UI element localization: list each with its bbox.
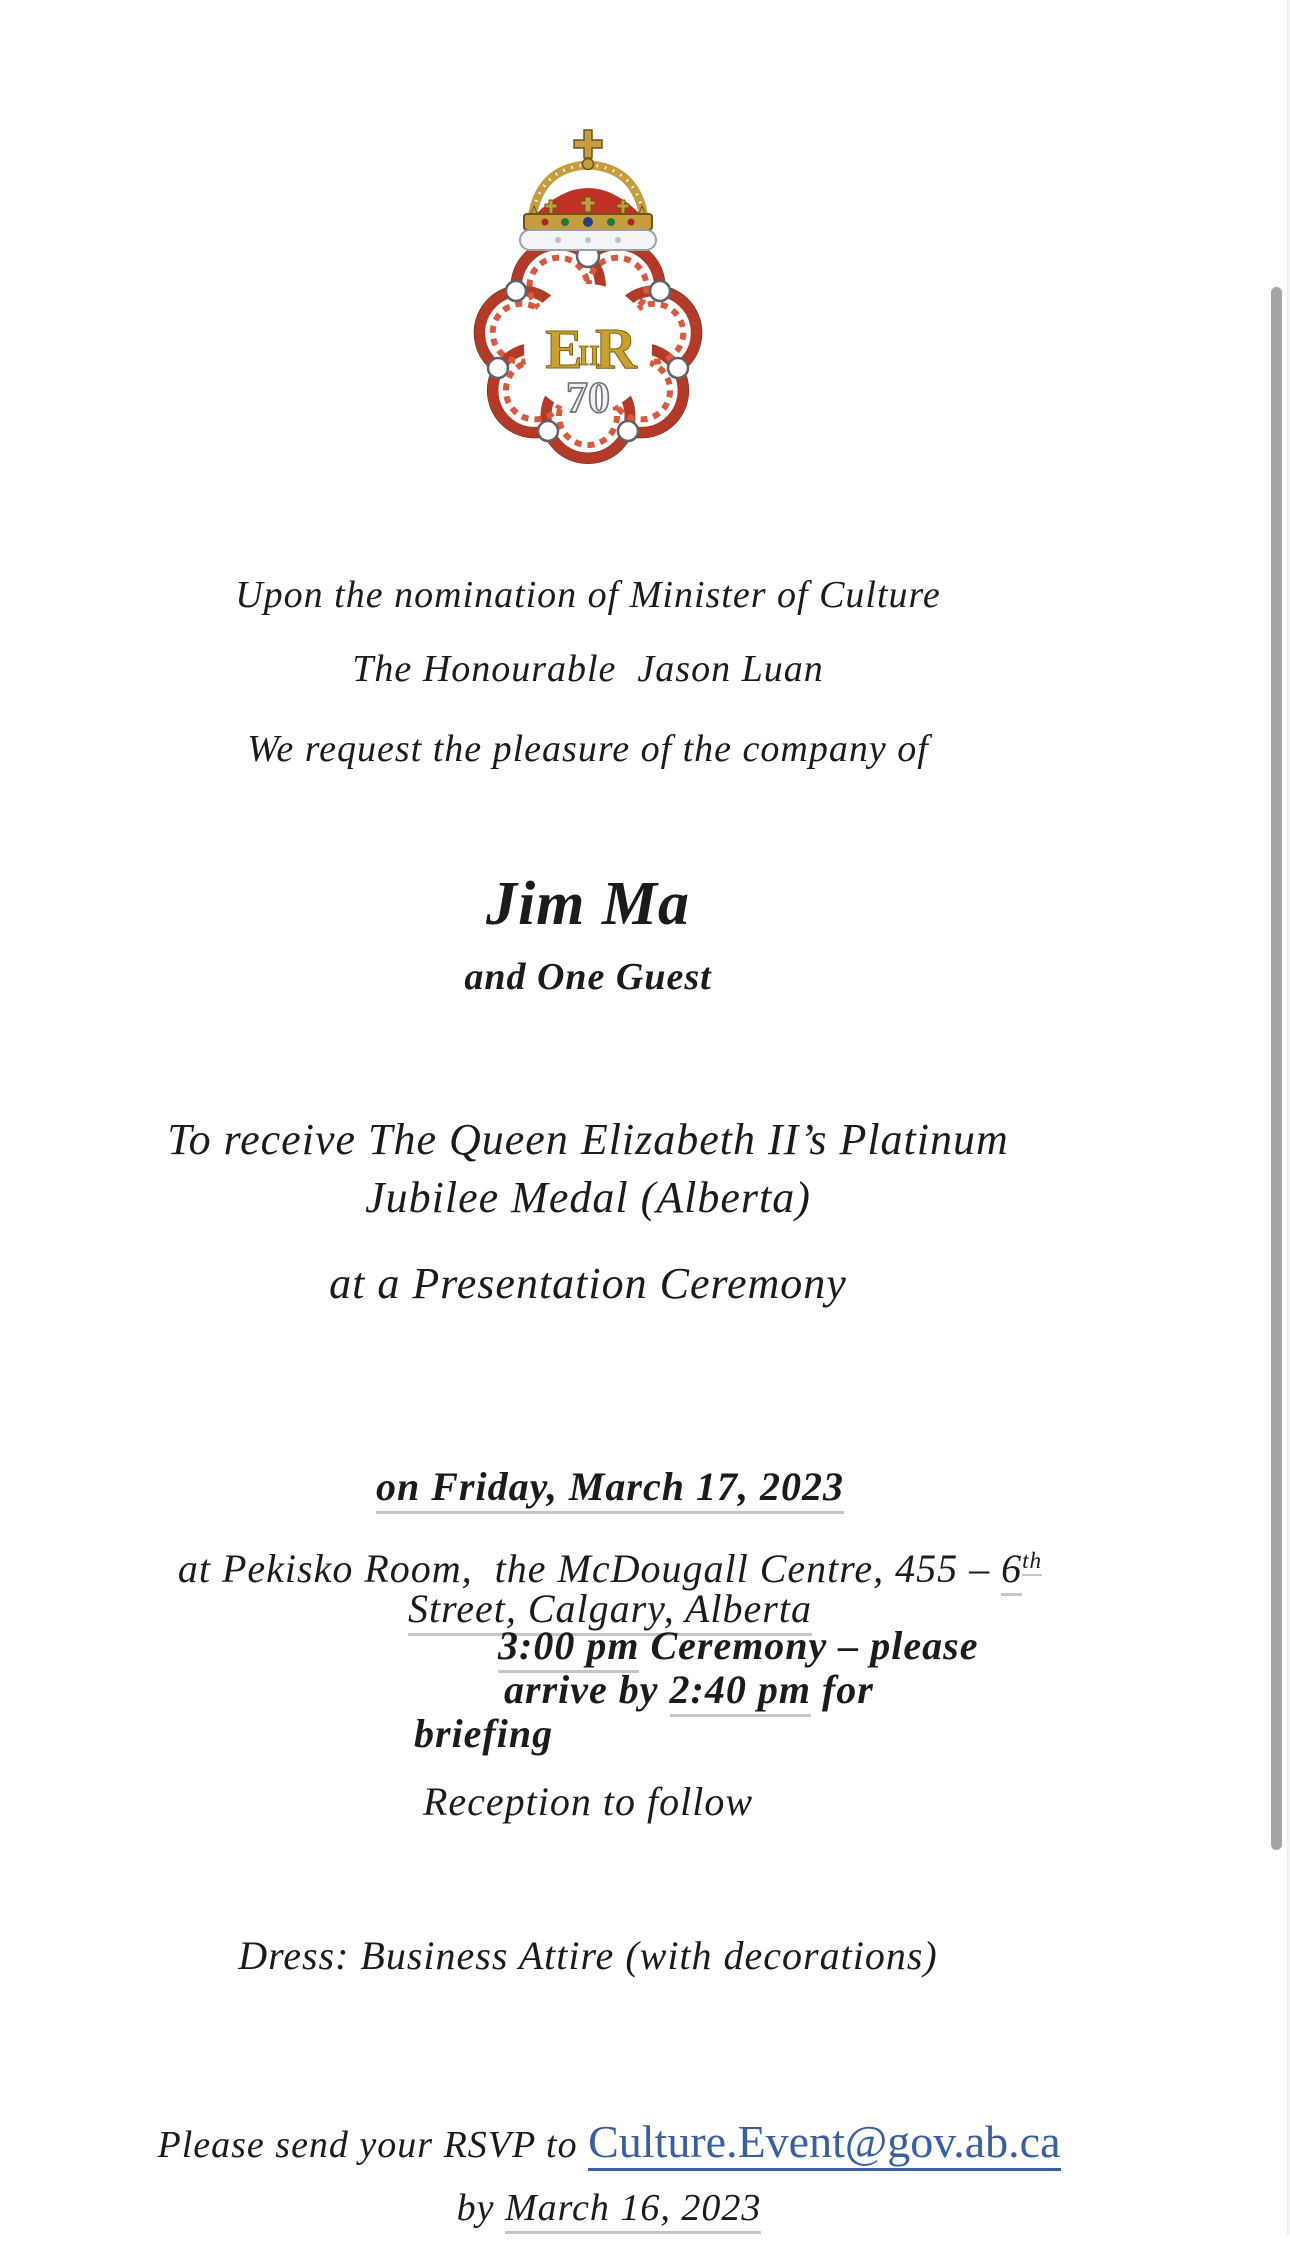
guest-line: and One Guest <box>464 956 712 998</box>
purpose-line-1: To receive The Queen Elizabeth II’s Platinum <box>167 1115 1009 1164</box>
time-line-2 <box>504 1667 874 1712</box>
venue-prefix: at Pekisko Room, the McDougall Centre, 455 – <box>177 1546 1002 1591</box>
monogram-ii: II <box>578 341 600 372</box>
jubilee-number: 70 <box>566 373 610 422</box>
intro-line-2: The Honourable Jason Luan <box>352 648 824 690</box>
time-line-1 <box>498 1623 979 1668</box>
venue-street-ordinal: th <box>1022 1547 1043 1574</box>
vertical-scrollbar-thumb[interactable] <box>1271 287 1282 1850</box>
purpose-line-2: Jubilee Medal (Alberta) <box>365 1173 811 1222</box>
rsvp-prefix: Please send your RSVP to <box>157 2124 589 2166</box>
time-line-1-rest: Ceremony – please <box>639 1623 979 1668</box>
cross-pattee <box>574 130 602 158</box>
intro-line-3: We request the pleasure of the company of <box>247 728 929 770</box>
rsvp-email-link[interactable]: Culture.Event@gov.ab.ca <box>588 2116 1060 2171</box>
arrival-time: 2:40 pm <box>670 1667 811 1717</box>
intro-line-1: Upon the nomination of Minister of Culture <box>235 574 941 616</box>
time-line-3: briefing <box>414 1711 554 1756</box>
st-edwards-crown <box>520 130 656 250</box>
recipient-name: Jim Ma <box>485 870 691 938</box>
deadline-prefix: by <box>456 2187 505 2229</box>
deadline-date: March 16, 2023 <box>505 2187 761 2234</box>
monogram-r: R <box>595 316 637 381</box>
time-line-2-rest: for <box>810 1667 874 1712</box>
time-line-2-prefix: arrive by <box>504 1667 670 1712</box>
reception-line: Reception to follow <box>422 1779 754 1824</box>
ceremony-time: 3:00 pm <box>498 1623 639 1673</box>
venue-street-number: 6 <box>1001 1546 1022 1596</box>
event-date-text: on Friday, March 17, 2023 <box>376 1464 844 1514</box>
ceremony-line: at a Presentation Ceremony <box>329 1259 847 1308</box>
platinum-jubilee-emblem <box>468 120 708 470</box>
window-edge-line <box>1287 0 1289 2235</box>
rsvp-deadline-line <box>0 2151 1176 2265</box>
venue-line-2-text: Street, Calgary, Alberta <box>408 1586 812 1636</box>
monogram-e: E <box>545 319 583 381</box>
dress-code-line: Dress: Business Attire (with decorations) <box>238 1933 938 1978</box>
